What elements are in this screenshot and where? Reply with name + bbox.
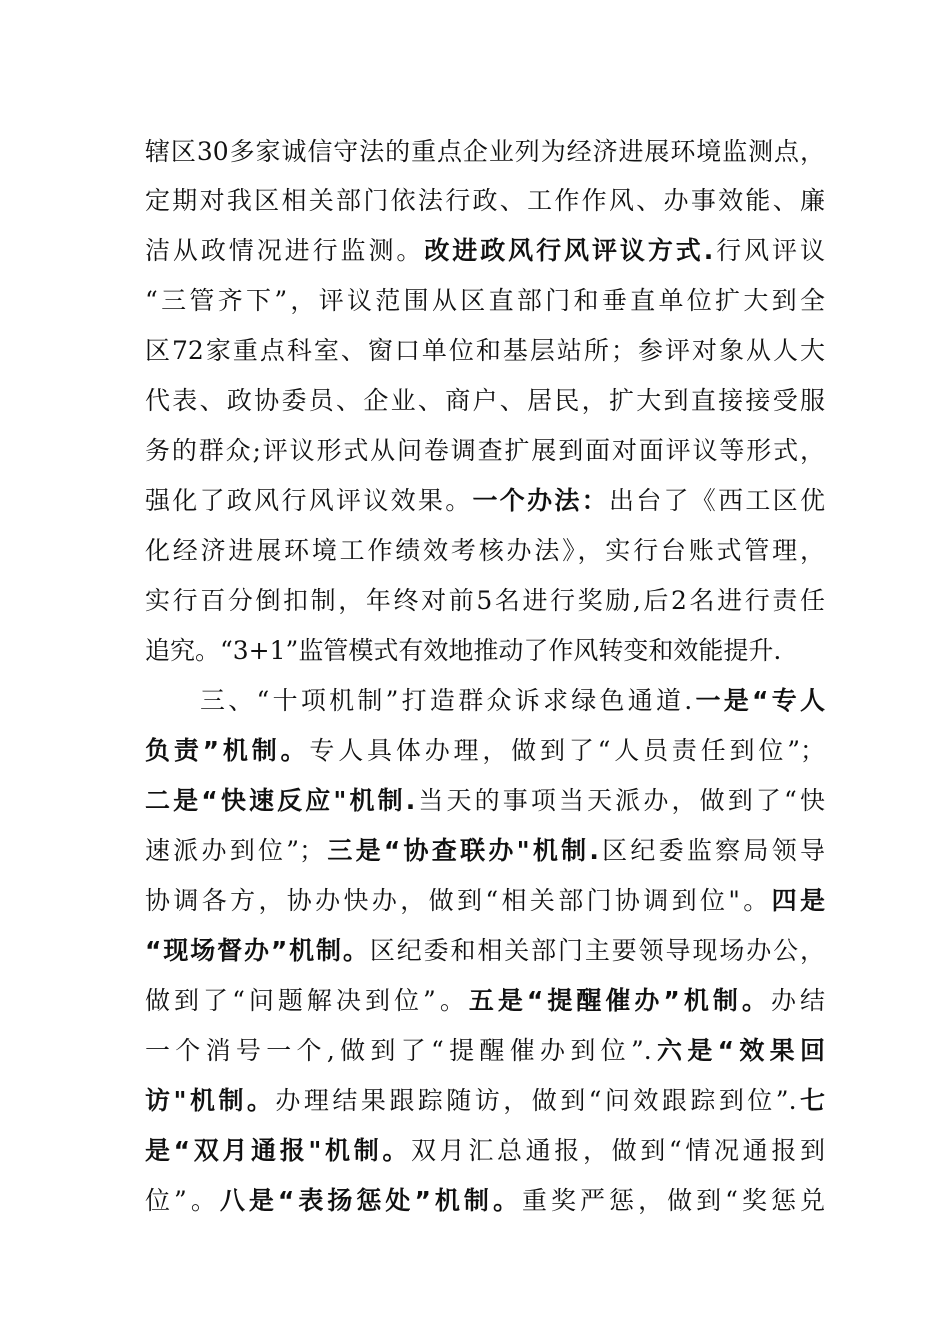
body-text: 重奖严惩，做到“奖惩兑: [521, 1186, 825, 1215]
text-line: [145, 176, 825, 226]
bold-text: 是“双月通报"机制。: [145, 1136, 412, 1165]
text-line: [145, 976, 825, 1026]
body-text: 辖区30多家诚信守法的重点企业列为经济进展环境监测点，: [145, 137, 825, 166]
body-text: 行风评议: [713, 236, 825, 265]
text-line: [145, 726, 825, 776]
bold-text: 三是“协查联办"机制.: [324, 836, 599, 865]
bold-text: 一是“专人: [692, 686, 825, 715]
bold-text: “现场督办”机制。: [145, 936, 370, 965]
body-text: 办理结果跟踪随访，做到“问效跟踪到位”.: [275, 1086, 797, 1115]
body-text: 双月汇总通报，做到“情况通报到: [411, 1136, 825, 1165]
body-text: 区纪委和相关部门主要领导现场办公，: [369, 936, 825, 965]
text-line: [145, 326, 825, 376]
text-line: [145, 876, 825, 926]
bold-text: 七: [796, 1086, 825, 1115]
bold-text: 负责”机制。: [145, 736, 310, 765]
body-text: 出台了《西工区优: [608, 486, 825, 515]
body-text: 务的群众;评议形式从问卷调查扩展到面对面评议等形式，: [145, 436, 825, 465]
bold-text: 一个办法：: [472, 486, 609, 515]
text-line: [145, 426, 825, 476]
bold-text: 四是: [771, 886, 825, 915]
bold-text: 六是“效果回: [651, 1036, 825, 1065]
body-text: 追究。“3+1”监管模式有效地推动了作风转变和效能提升.: [145, 636, 782, 665]
text-line: [145, 226, 825, 276]
body-text: 洁从政情况进行监测。: [145, 236, 425, 265]
text-line: [145, 926, 825, 976]
body-text: 三、“十项机制”打造群众诉求绿色通道.: [200, 686, 693, 715]
text-line: [145, 526, 825, 576]
text-line: [145, 1026, 825, 1076]
text-line: [145, 576, 825, 626]
text-line: [145, 776, 825, 826]
body-text: 专人具体办理，做到了“人员责任到位”；: [309, 736, 825, 765]
body-text: 办结: [770, 986, 825, 1015]
text-line: [145, 276, 825, 326]
text-line: [145, 1176, 825, 1226]
body-text: 位”。: [145, 1186, 220, 1215]
body-text: 协调各方，协办快办，做到“相关部门协调到位"。: [145, 886, 772, 915]
body-text: 定期对我区相关部门依法行政、工作作风、办事效能、廉: [145, 186, 825, 215]
text-line: [145, 376, 825, 426]
text-line: [145, 1076, 825, 1126]
text-line: [145, 127, 825, 177]
bold-text: 八是“表扬惩处”机制。: [219, 1186, 522, 1215]
body-text: 一个消号一个,做到了“提醒催办到位”.: [145, 1036, 652, 1065]
body-text: 化经济进展环境工作绩效考核办法》，实行台账式管理，: [145, 536, 825, 565]
body-text: 做到了“问题解决到位”。: [145, 986, 469, 1015]
bold-text: 改进政风行风评议方式.: [424, 236, 714, 265]
text-line: [145, 476, 825, 526]
bold-text: 二是“快速反应"机制.: [145, 786, 416, 815]
body-text: “三管齐下”，评议范围从区直部门和垂直单位扩大到全: [145, 286, 825, 315]
body-text: 速派办到位”；: [145, 836, 325, 865]
body-text: 代表、政协委员、企业、商户、居民，扩大到直接接受服: [145, 386, 825, 415]
text-line: [145, 626, 825, 676]
body-text: 强化了政风行风评议效果。: [145, 486, 473, 515]
text-line: [200, 676, 825, 726]
bold-text: 访"机制。: [145, 1086, 276, 1115]
body-text: 当天的事项当天派办，做到了“快: [415, 786, 825, 815]
body-text: 区72家重点科室、窗口单位和基层站所；参评对象从人大: [145, 336, 825, 365]
body-text: 区纪委监察局领导: [598, 836, 825, 865]
text-line: [145, 1126, 825, 1176]
body-text: 实行百分倒扣制，年终对前5名进行奖励,后2名进行责任: [145, 586, 825, 615]
bold-text: 五是“提醒催办”机制。: [468, 986, 771, 1015]
text-line: [145, 826, 825, 876]
